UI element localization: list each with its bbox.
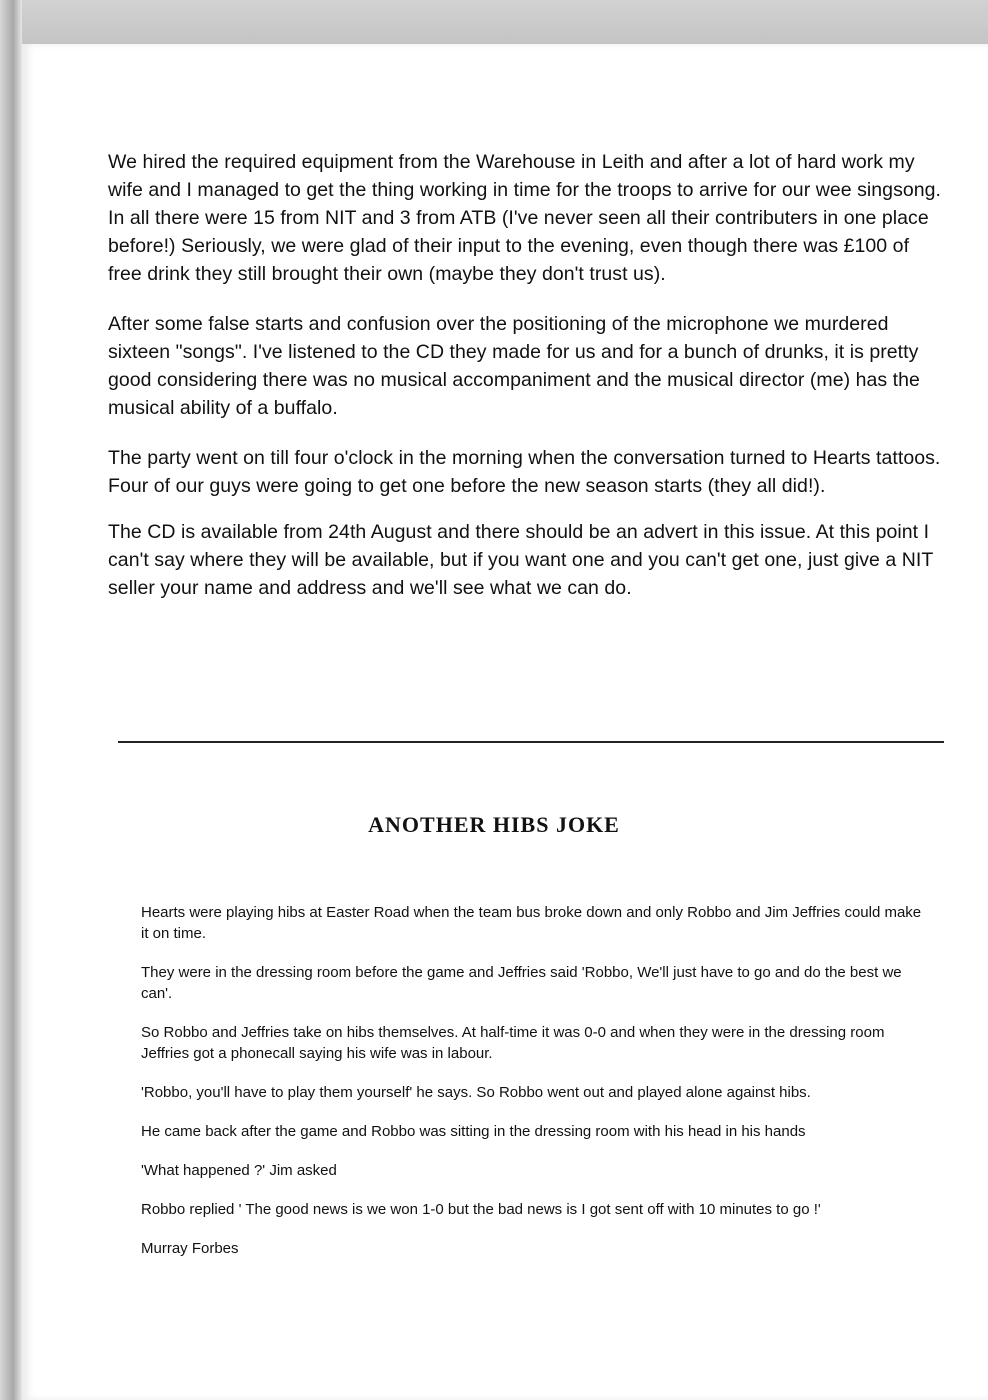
section-divider — [118, 741, 944, 743]
article-body — [108, 148, 943, 624]
joke-title: ANOTHER HIBS JOKE — [368, 812, 620, 837]
joke-paragraph: Hearts were playing hibs at Easter Road when the team bus broke down and only Robbo and Jim Jeffries could make it on time. — [141, 904, 922, 942]
joke-paragraph: 'Robbo, you'll have to play them yourself' he says. So Robbo went out and played alone against hibs. — [141, 1084, 811, 1101]
joke-author: Murray Forbes — [141, 1240, 239, 1257]
joke-paragraph: Robbo replied ' The good news is we won 1-0 but the bad news is I got sent off with 10 minutes to go !' — [141, 1201, 821, 1218]
joke-body — [141, 902, 931, 1277]
joke-paragraph: 'What happened ?' Jim asked — [141, 1162, 337, 1179]
article-paragraph: We hired the required equipment from the Warehouse in Leith and after a lot of hard work my wife and I managed to get the thing working in time for the troops to arrive for our wee singsong. In all there were 15 from NIT and 3 from ATB (I've never seen all their contributers in one place before!) Seriously, we were glad of their input to the evening, even though there was £100 of free drink they still brought their own (maybe they don't trust us). — [108, 151, 942, 285]
article-paragraph: After some false starts and confusion over the positioning of the microphone we murdered sixteen "songs". I've listened to the CD they made for us and for a bunch of drunks, it is pretty good considering there was no musical accompaniment and the musical director (me) has the musical ability of a buffalo. — [108, 313, 920, 419]
joke-paragraph: So Robbo and Jeffries take on hibs themselves. At half-time it was 0-0 and when they were in the dressing room Jeffries got a phonecall saying his wife was in labour. — [141, 1024, 885, 1062]
article-paragraph: The CD is available from 24th August and there should be an advert in this issue. At this point I can't say where they will be available, but if you want one and you can't get one, just give a NIT seller your name and address and we'll see what we can do. — [108, 521, 933, 599]
joke-paragraph: They were in the dressing room before the game and Jeffries said 'Robbo, We'll just have to go and do the best we can'. — [141, 964, 902, 1002]
joke-paragraph: He came back after the game and Robbo was sitting in the dressing room with his head in his hands — [141, 1123, 806, 1140]
page-spine — [0, 0, 22, 1400]
scan-top-edge — [22, 0, 988, 44]
article-paragraph: The party went on till four o'clock in the morning when the conversation turned to Hearts tattoos. Four of our guys were going to get one before the new season starts (they all did!). — [108, 447, 941, 497]
